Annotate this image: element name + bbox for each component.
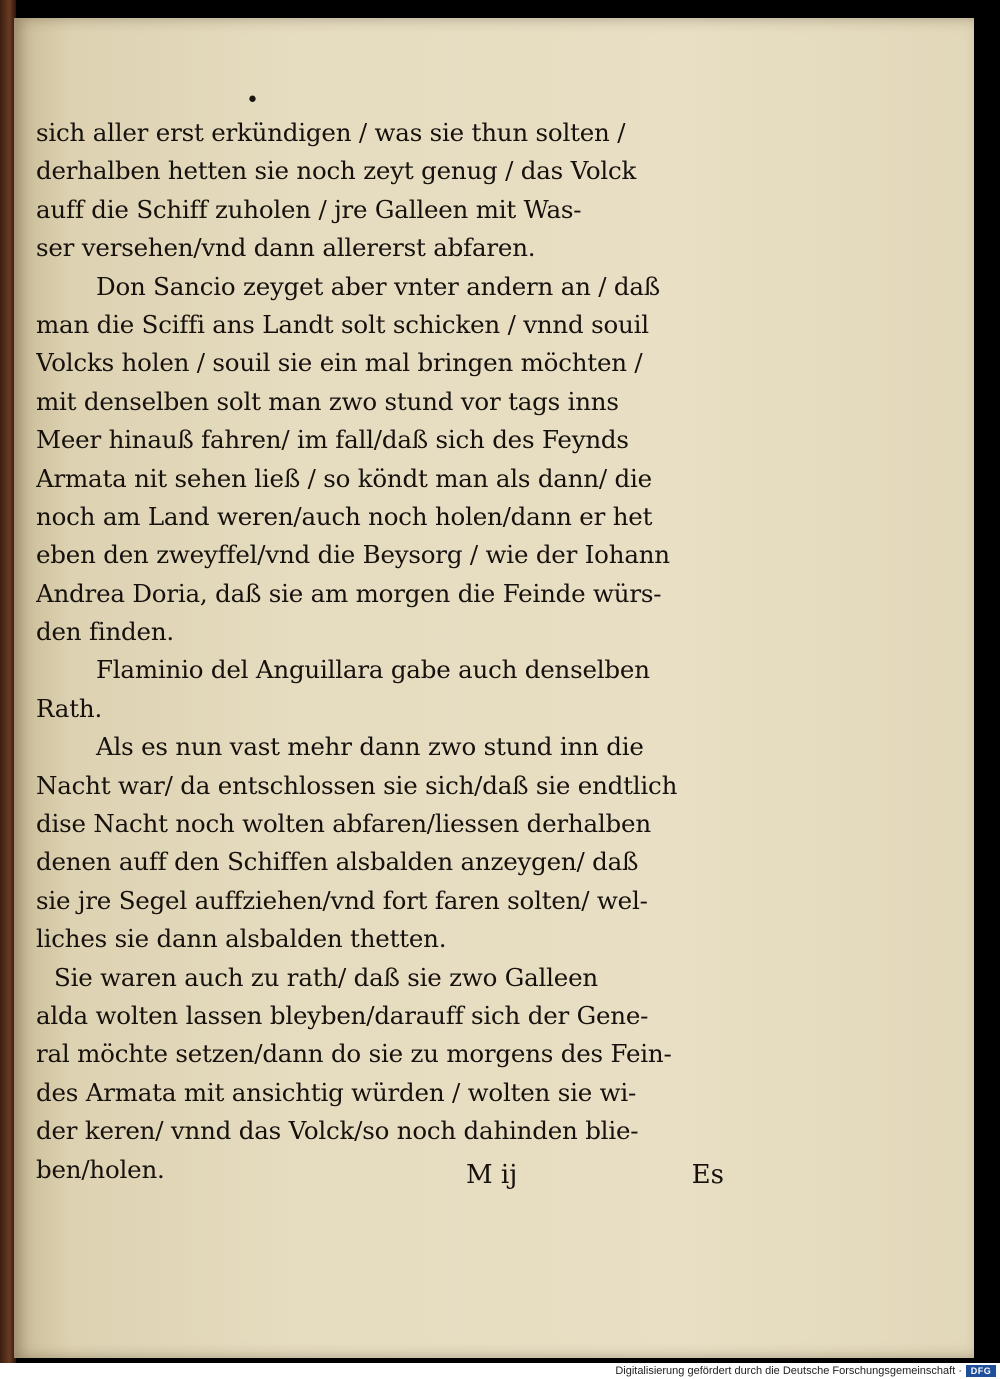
text-line: Rath. — [36, 693, 103, 723]
text-line: Armata nit sehen ließ / so köndt man als dann/ die — [36, 463, 652, 493]
catchword: Es — [691, 1160, 724, 1190]
text-line: dise Nacht noch wolten abfaren/liessen derhalben — [36, 809, 651, 839]
text-line: man die Sciffi ans Landt solt schicken / vnnd souil — [36, 309, 649, 339]
text-line: Meer hinauß fahren/ im fall/daß sich des Feynds — [36, 425, 629, 455]
text-line: liches sie dann alsbalden thetten. — [36, 924, 447, 954]
text-line: ser versehen/vnd dann allererst abfaren. — [36, 233, 536, 263]
page-footer-line — [36, 1156, 726, 1200]
text-line: den finden. — [36, 617, 174, 647]
text-line: derhalben hetten sie noch zeyt genug / das Volck — [36, 156, 637, 186]
funding-credit-text: Digitalisierung gefördert durch die Deutsche Forschungsgemeinschaft · — [615, 1365, 962, 1377]
text-line: Sie waren auch zu rath/ daß sie zwo Galleen — [54, 962, 598, 992]
text-line: Andrea Doria, daß sie am morgen die Feinde würs- — [36, 578, 662, 608]
text-line: denen auff den Schiffen alsbalden anzeygen/ daß — [36, 847, 639, 877]
text-line: Nacht war/ da entschlossen sie sich/daß sie endtlich — [36, 770, 678, 800]
signature-mark: M ij — [466, 1160, 518, 1190]
text-line: eben den zweyffel/vnd die Beysorg / wie der Iohann — [36, 540, 670, 570]
text-line: ral möchte setzen/dann do sie zu morgens des Fein- — [36, 1039, 672, 1069]
funding-credit-bar — [0, 1363, 1000, 1379]
dfg-logo: DFG — [966, 1365, 996, 1377]
text-line: alda wolten lassen bleyben/darauff sich der Gene- — [36, 1000, 649, 1030]
text-line: sich aller erst erkündigen / was sie thun solten / — [36, 118, 626, 147]
text-line: sie jre Segel auffziehen/vnd fort faren solten/ wel- — [36, 885, 648, 915]
text-line: Flaminio del Anguillara gabe auch denselben — [96, 655, 650, 685]
scanned-page — [14, 18, 974, 1358]
text-line: noch am Land weren/auch noch holen/dann er het — [36, 501, 653, 531]
text-line: Volcks holen / souil sie ein mal bringen möchten / — [36, 348, 643, 378]
text-line: Don Sancio zeyget aber vnter andern an / daß — [96, 271, 660, 301]
text-line: mit denselben solt man zwo stund vor tags inns — [36, 386, 619, 416]
text-line: auff die Schiff zuholen / jre Galleen mit Was- — [36, 194, 582, 224]
text-line: der keren/ vnnd das Volck/so noch dahinden blie- — [36, 1116, 639, 1146]
page-text-block — [36, 114, 726, 1189]
text-line: ben/holen. — [36, 1154, 165, 1184]
page-mark: • — [246, 88, 259, 113]
text-line: des Armata mit ansichtig würden / wolten sie wi- — [36, 1077, 637, 1107]
text-line: Als es nun vast mehr dann zwo stund inn die — [96, 732, 644, 762]
